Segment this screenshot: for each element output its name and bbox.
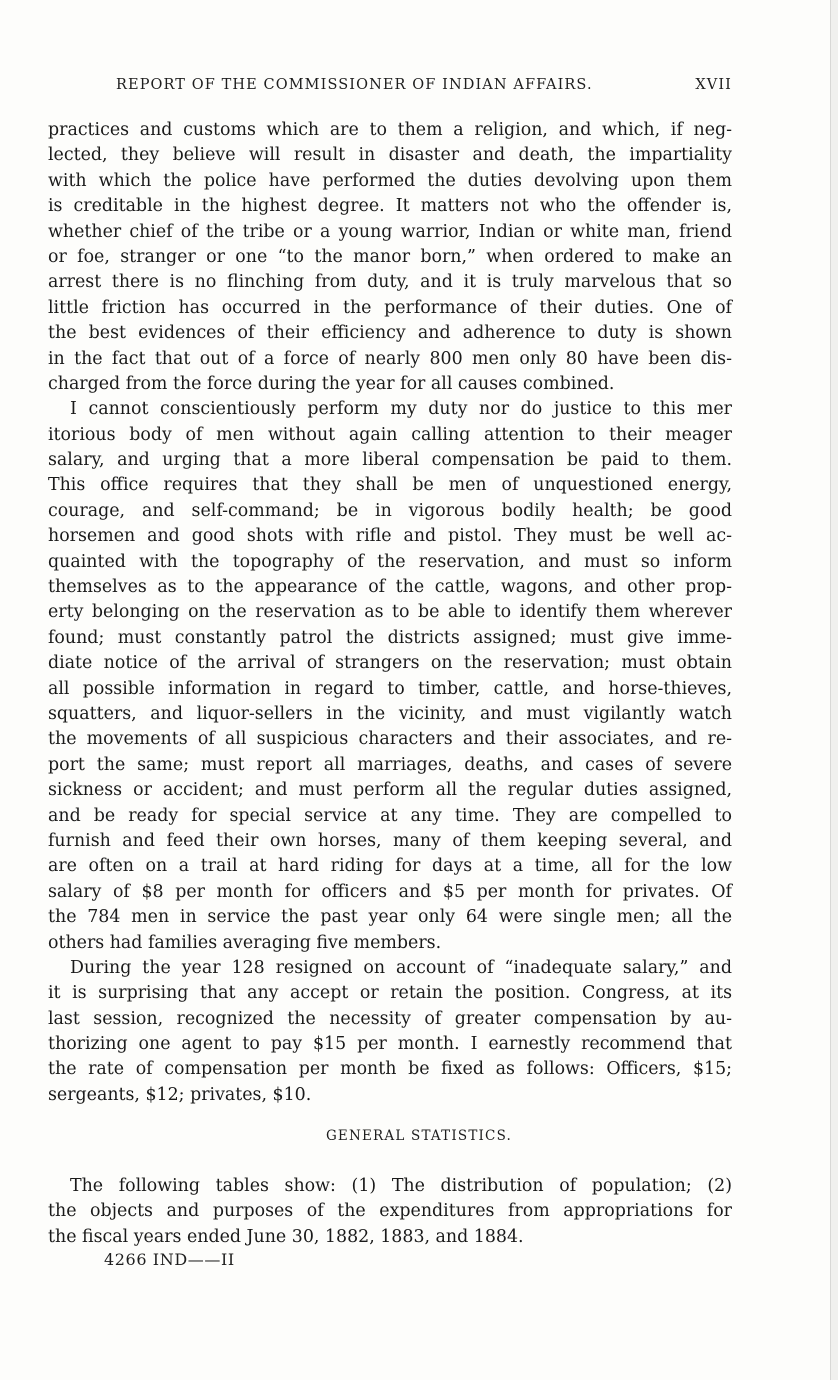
- text-line: erty belonging on the reservation as to be able to identify them wherever: [48, 602, 732, 623]
- text-line: quainted with the topography of the reservation, and must so inform: [48, 551, 732, 572]
- text-line: sergeants, $12; privates, $10.: [48, 1084, 312, 1105]
- text-line: all possible information in regard to timber, cattle, and horse-thieves,: [48, 678, 732, 699]
- text-line: salary of $8 per month for officers and $5 per month for privates. Of: [48, 881, 732, 902]
- text-line: the fiscal years ended June 30, 1882, 1883, and 1884.: [48, 1226, 524, 1247]
- text-line: itorious body of men without again calling attention to their meager: [48, 424, 732, 445]
- text-line: are often on a trail at hard riding for days at a time, all for the low: [48, 856, 732, 877]
- text-line: port the same; must report all marriages, deaths, and cases of severe: [48, 754, 732, 775]
- text-line: charged from the force during the year for all causes combined.: [48, 373, 615, 394]
- text-line: salary, and urging that a more liberal compensation be paid to them.: [48, 450, 732, 471]
- text-line: and be ready for special service at any time. They are compelled to: [48, 805, 732, 826]
- text-line: the 784 men in service the past year only 64 were single men; all the: [48, 907, 732, 928]
- text-line: diate notice of the arrival of strangers on the reservation; must obtain: [48, 653, 732, 674]
- text-line: I cannot conscientiously perform my duty nor do justice to this mer: [70, 399, 732, 420]
- text-line: courage, and self-command; be in vigorous bodily health; be good: [48, 500, 732, 521]
- text-line: with which the police have performed the duties devolving upon them: [48, 170, 732, 191]
- text-line: lected, they believe will result in disaster and death, the impartiality: [48, 145, 732, 166]
- text-line: whether chief of the tribe or a young warrior, Indian or white man, friend: [48, 221, 732, 242]
- text-line: During the year 128 resigned on account of “inadequate salary,” and: [70, 957, 732, 978]
- text-line: This office requires that they shall be men of unquestioned energy,: [48, 475, 732, 496]
- text-line: it is surprising that any accept or retain the position. Congress, at its: [48, 983, 732, 1004]
- text-line: themselves as to the appearance of the cattle, wagons, and other prop-: [48, 577, 732, 598]
- page-edge: [830, 0, 838, 1380]
- text-line: or foe, stranger or one “to the manor born,” when ordered to make an: [48, 246, 732, 267]
- text-line: sickness or accident; and must perform all the regular duties assigned,: [48, 780, 732, 801]
- text-line: is creditable in the highest degree. It matters not who the offender is,: [48, 196, 732, 217]
- text-line: found; must constantly patrol the districts assigned; must give imme-: [48, 627, 732, 648]
- text-line: thorizing one agent to pay $15 per month. I earnestly recommend that: [48, 1034, 732, 1055]
- signature-mark: 4266 IND——II: [104, 1250, 235, 1269]
- running-head-title: REPORT OF THE COMMISSIONER OF INDIAN AFFAIRS.: [116, 77, 593, 93]
- text-line: in the fact that out of a force of nearly 800 men only 80 have been dis-: [48, 348, 732, 369]
- text-line: squatters, and liquor-sellers in the vicinity, and must vigilantly watch: [48, 703, 732, 724]
- paragraph-tables-intro: [48, 1174, 732, 1250]
- text-line: the rate of compensation per month be fixed as follows: Officers, $15;: [48, 1059, 732, 1080]
- text-line: The following tables show: (1) The distribution of population; (2): [70, 1176, 732, 1196]
- body-text-statistics: [48, 1174, 732, 1250]
- running-head: [116, 77, 732, 99]
- text-line: the movements of all suspicious characters and their associates, and re-: [48, 729, 732, 750]
- text-line: horsemen and good shots with rifle and pistol. They must be well ac-: [48, 526, 732, 547]
- text-line: last session, recognized the necessity of greater compensation by au-: [48, 1008, 732, 1029]
- text-line: little friction has occurred in the performance of their duties. One of: [48, 297, 732, 318]
- text-line: arrest there is no flinching from duty, and it is truly marvelous that so: [48, 272, 732, 293]
- text-line: the objects and purposes of the expenditures from appropriations for: [48, 1201, 732, 1222]
- text-line: practices and customs which are to them a religion, and which, if neg-: [48, 120, 732, 140]
- paragraph-resignations: [48, 956, 732, 1108]
- text-line: others had families averaging five members.: [48, 932, 442, 953]
- text-line: furnish and feed their own horses, many of them keeping several, and: [48, 830, 732, 851]
- text-line: the best evidences of their efficiency and adherence to duty is shown: [48, 323, 732, 344]
- body-text: [48, 118, 732, 1108]
- section-heading: GENERAL STATISTICS.: [325, 1128, 513, 1144]
- paragraph-police-impartiality: [48, 118, 732, 397]
- paragraph-police-duties: [48, 397, 732, 956]
- page-number: XVII: [695, 77, 732, 93]
